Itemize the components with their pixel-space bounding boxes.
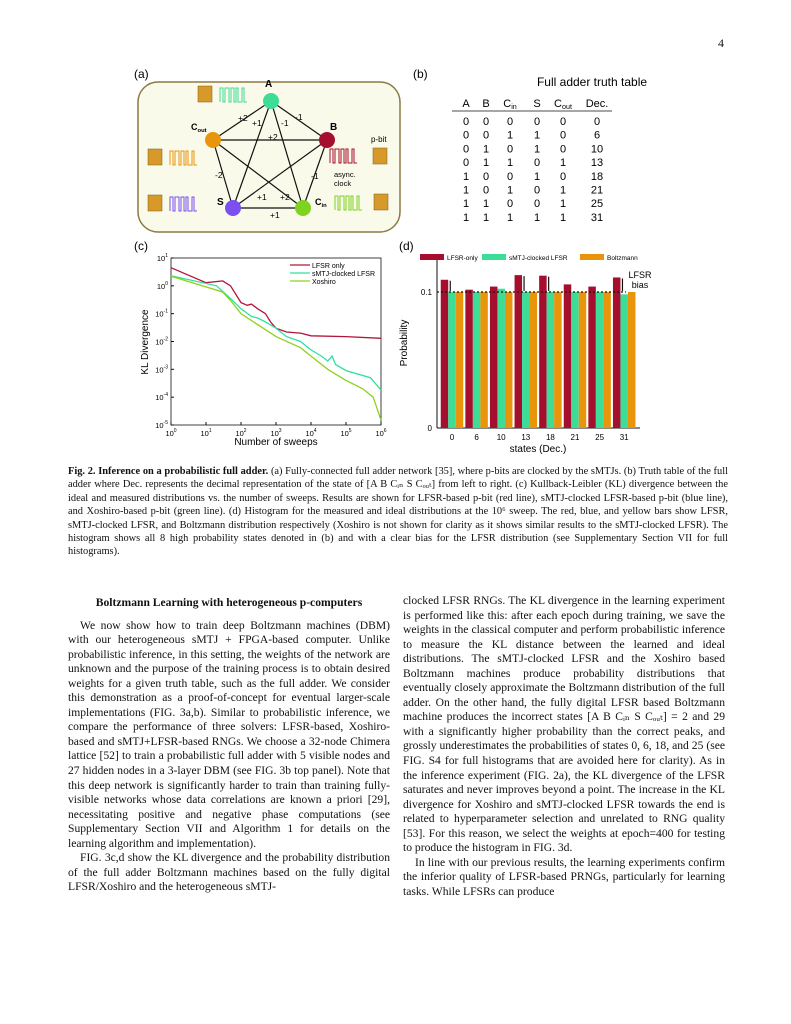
kl-series-line [171,276,381,390]
truth-table-cell: 1 [559,211,567,224]
y-tick-label: 0 [427,424,432,433]
histogram-bar [456,292,464,428]
legend-swatch [482,254,506,260]
histogram-bar [588,287,596,428]
truth-table-cell: 1 [506,211,514,224]
x-axis-label: Number of sweeps [234,437,318,448]
truth-table-cell: 0 [462,157,470,170]
x-tick-label: $10^2$ [235,428,247,438]
truth-table-cell: 0 [482,129,490,142]
truth-table-cell: 1 [559,157,567,170]
pbit-chip-icon [373,148,387,164]
section-heading: Boltzmann Learning with heterogeneous p-computers [95,596,363,609]
x-axis-label: states (Dec.) [509,444,567,455]
paragraph: clocked LFSR RNGs. The KL divergence in the learning experiment is performed like this: after each epoch during training, we save the weights in the classical computer and perform probabilistic inference to measure the KL distance between the learned and ideal distributions. The sMTJ-clocked LFSR and the Xoshiro based Boltzmann machines produce probability distributions that eventually closely approximate the Boltzmann distribution of the full adder. On the other hand, the fully digital LFSR based Boltzmann machine produces the incorrect states [A B Cᵢₙ S Cₒᵤₜ] = 2 and 29 with a significantly higher probability than the correct peaks, and grossly underestimates the probabilities of states 0, 6, 18, and 25 (see FIG. S4 for full histograms that are avoided here for clarity). As in the inference experiment (FIG. 2a), the KL divergence of the LFSR saturates and never improves beyond a point. The increase in the KL divergence for Xoshiro and sMTJ-clocked LFSR towards the end is related to hyperparameter selection and unrelated to RNG quality [53]. For this reason, we select the weights at epoch=400 for testing to produce the histogram in FIG. 3d. [403,594,725,855]
truth-table-cell: 31 [590,211,604,224]
histogram-bar [613,277,621,428]
truth-table-cell: 0 [593,116,601,128]
y-axis-label: Probability [399,319,410,367]
histogram-bar [465,290,473,428]
histogram-bar [603,292,611,428]
truth-table-cell: 0 [462,129,470,142]
edge-weight: -1 [295,112,303,122]
histogram-bar [441,280,449,428]
x-tick-label: 13 [521,433,531,442]
truth-table-cell: 10 [590,143,604,156]
node-label-cout: $C_{out}$ [191,122,207,134]
x-tick-label: $10^0$ [165,428,177,438]
panel-label-d: (d) [399,239,414,253]
figure-2 [0,0,791,460]
truth-table-cell: 6 [593,129,601,142]
legend-label: LFSR-only [447,255,478,262]
histogram-bar [497,289,505,428]
pbit-chip-icon [148,195,162,211]
x-tick-label: $10^5$ [340,428,352,438]
edge-weight: +2 [268,132,278,142]
pbit-label: p-bit [371,135,387,144]
kl-series-line [171,276,381,420]
pbit-chip-icon [198,86,212,102]
edge-weight: -1 [311,171,319,181]
node-label-b: B [330,122,338,133]
truth-table-cell: 18 [590,170,604,183]
caption-label: Fig. 2. [68,466,96,477]
y-tick-label: $10^{-2}$ [155,336,168,347]
edge-weight: +1 [257,192,267,202]
y-tick-label: $10^{-1}$ [155,308,168,319]
y-tick-label: $10^0$ [156,280,168,291]
histogram-bar [554,292,562,428]
panel-label-a: (a) [134,67,149,81]
right-column [403,594,725,899]
legend-label: sMTJ-clocked LFSR [312,271,376,278]
histogram-bar [480,292,488,428]
y-axis-label: KL Divergence [140,309,151,375]
histogram-bar [547,292,555,428]
truth-table-cell: 0 [559,170,567,183]
panel-label-c: (c) [134,239,148,253]
legend-label: LFSR only [312,263,345,270]
histogram-bar [628,292,636,428]
histogram-bar [579,292,587,428]
histogram-bar [539,276,547,428]
truth-table-header: B [482,98,490,110]
edge-weight: +1 [270,210,280,220]
truth-table-cell: 0 [559,129,567,142]
truth-table-cell: 1 [506,184,514,197]
page-number: 4 [718,36,724,50]
node-label-a: A [265,79,273,90]
x-tick-label: 21 [570,433,580,442]
histogram-bar [448,292,456,428]
edge-weight: -2 [215,170,223,180]
legend-label: Boltzmann [607,255,638,262]
pbit-node [205,132,221,148]
truth-table-cell: 25 [590,198,604,211]
edge-weight: +2 [238,113,248,123]
y-tick-label: $10^{-3}$ [155,364,168,375]
caption-text: (a) Fully-connected full adder network [35], where p-bits are clocked by the sMTJs. (b) Truth table of the full adder where Dec. represents the decimal representation of the state of [A B Cᵢₙ S Cₒᵤₜ] from left to right. (c) Kullback-Leibler (KL) divergence between the ideal and measured distributions vs. the number of sweeps. Results are shown for LFSR-based p-bit (red line), sMTJ-clocked LFSR-based p-bit (blue line), and Xoshiro-based p-bit (green line). (d) Histogram for the measured and ideal distributions at the 10⁶ sweep. The red, blue, and yellow bars show LFSR, sMTJ-clocked LFSR, and Boltzmann distribution respectively (Xoshiro is not shown for clarity as it shows similar results to the sMTJ-clocked LFSR). The histogram shows all 8 high probability states denoted in (b) and with a clear bias for the LFSR distribution (see Supplementary Section VII for full histograms). [68,466,728,558]
x-tick-label: $10^3$ [270,428,282,438]
histogram-bar [490,287,498,428]
truth-table-cell: 1 [462,184,470,197]
truth-table-header: Cin [503,98,517,111]
truth-table-cell: 1 [559,198,567,211]
legend-swatch [420,254,444,260]
truth-table-header: S [533,98,541,110]
paragraph: In line with our previous results, the learning experiments confirm the inferior quality of LFSR-based PRNGs, particularly for learning tasks. While LFSRs can produce [403,855,725,898]
truth-table-cell: 0 [462,116,470,128]
pbit-node [295,200,311,216]
x-tick-label: 10 [496,433,506,442]
x-tick-label: 18 [545,433,555,442]
truth-table-cell: 1 [533,129,541,142]
edge-weight: -1 [281,118,289,128]
truth-table-cell: 1 [506,157,514,170]
async-clock-label: clock [334,179,352,188]
truth-table-cell: 1 [462,198,470,211]
truth-table-header: A [462,98,470,110]
truth-table-cell: 1 [482,143,490,156]
node-label-cin: $C_{in}$ [315,197,327,209]
legend-label: Xoshiro [312,279,336,286]
x-tick-label: $10^1$ [200,428,212,438]
truth-table-cell: 1 [482,157,490,170]
histogram-bar [530,292,538,428]
pbit-chip-icon [148,149,162,165]
pbit-node [225,200,241,216]
truth-table-cell: 1 [506,129,514,142]
x-tick-label: $10^4$ [305,428,317,438]
pbit-node [263,93,279,109]
x-tick-label: 6 [474,433,479,442]
paragraph: We now show how to train deep Boltzmann machines (DBM) with our heterogeneous sMTJ + FPGA-based computer. Unlike probabilistic inference, in this setting, the weights of the network are unknown and the purpose of the training process is to obtain desired weights for a given truth table, such as the full adder. We consider this demonstration as a proof-of-concept for eventual larger-scale implementations (FIG. 3a,b). Similar to probabilistic inference, we compare the performance of three solvers: LFSR-based, Xoshiro-based and sMTJ+LFSR-based RNGs. We choose a 32-node Chimera lattice [52] to train a probabilistic full adder with 5 visible nodes and 27 hidden nodes in a 3-layer DBM (see FIG. 3b top panel). Note that this deep network is significantly harder to train than training fully-visible networks whose data correlations are known a priori [29], necessitating positive and negative phase computations (see Supplementary Section VII and Algorithm 1 for details on the learning algorithm and implementation). [68,618,390,850]
truth-table-cell: 21 [590,184,604,197]
histogram-bar [564,284,572,428]
lfsr-bias-annotation: LFSR [628,270,652,280]
histogram-bar [571,292,579,428]
truth-table-cell: 0 [533,116,541,128]
truth-table-cell: 0 [482,184,490,197]
truth-table-cell: 1 [482,211,490,224]
truth-table-title: Full adder truth table [536,75,648,89]
histogram-bar [515,275,523,428]
edge-weight: +1 [252,118,262,128]
x-tick-label: 31 [619,433,629,442]
histogram-bar [505,292,513,428]
panel-label-b: (b) [413,67,428,81]
lfsr-bias-annotation: bias [631,280,649,290]
truth-table-cell: 1 [482,198,490,211]
truth-table-cell: 1 [462,211,470,224]
truth-table-cell: 1 [559,184,567,197]
truth-table-cell: 0 [506,170,514,183]
async-clock-label: async. [334,170,356,179]
pbit-chip-icon [374,194,388,210]
caption-title: Inference on a probabilistic full adder. [98,466,269,477]
x-tick-label: $10^6$ [375,428,387,438]
x-tick-label: 0 [449,433,455,442]
pbit-node [319,132,335,148]
truth-table-cell: 0 [482,170,490,183]
left-column [68,596,390,895]
histogram-bar [473,292,481,428]
y-tick-label: $10^{-5}$ [155,420,168,430]
truth-table-cell: 1 [533,211,541,224]
truth-table-cell: 0 [482,116,490,128]
truth-table-cell: 0 [533,157,541,170]
truth-table-cell: 0 [533,184,541,197]
histogram-bar [596,292,604,428]
truth-table-cell: 1 [533,170,541,183]
node-label-s: S [217,197,224,208]
histogram-bar [620,294,628,428]
truth-table-header: Cout [554,98,572,111]
truth-table-cell: 13 [590,157,604,170]
truth-table-cell: 0 [506,143,514,156]
truth-table-cell: 0 [506,116,514,128]
truth-table-cell: 0 [533,198,541,211]
figure-caption [68,465,728,559]
truth-table-cell: 1 [533,143,541,156]
legend-swatch [580,254,604,260]
truth-table-cell: 0 [462,143,470,156]
legend-label: sMTJ-clocked LFSR [509,255,568,262]
truth-table-cell: 0 [559,116,567,128]
truth-table-cell: 0 [559,143,567,156]
y-tick-label: 0.1 [420,288,432,297]
truth-table-header: Dec. [585,98,609,110]
histogram-bar [522,292,530,428]
truth-table-cell: 1 [462,170,470,183]
x-tick-label: 25 [595,433,605,442]
y-tick-label: $10^1$ [156,253,168,263]
paragraph: FIG. 3c,d show the KL divergence and the probability distribution of the full adder Boltzmann machines based on the fully digital LFSR/Xoshiro and the heterogeneous sMTJ- [68,851,390,894]
truth-table-cell: 0 [506,198,514,211]
edge-weight: +2 [280,192,290,202]
y-tick-label: $10^{-4}$ [155,392,168,403]
